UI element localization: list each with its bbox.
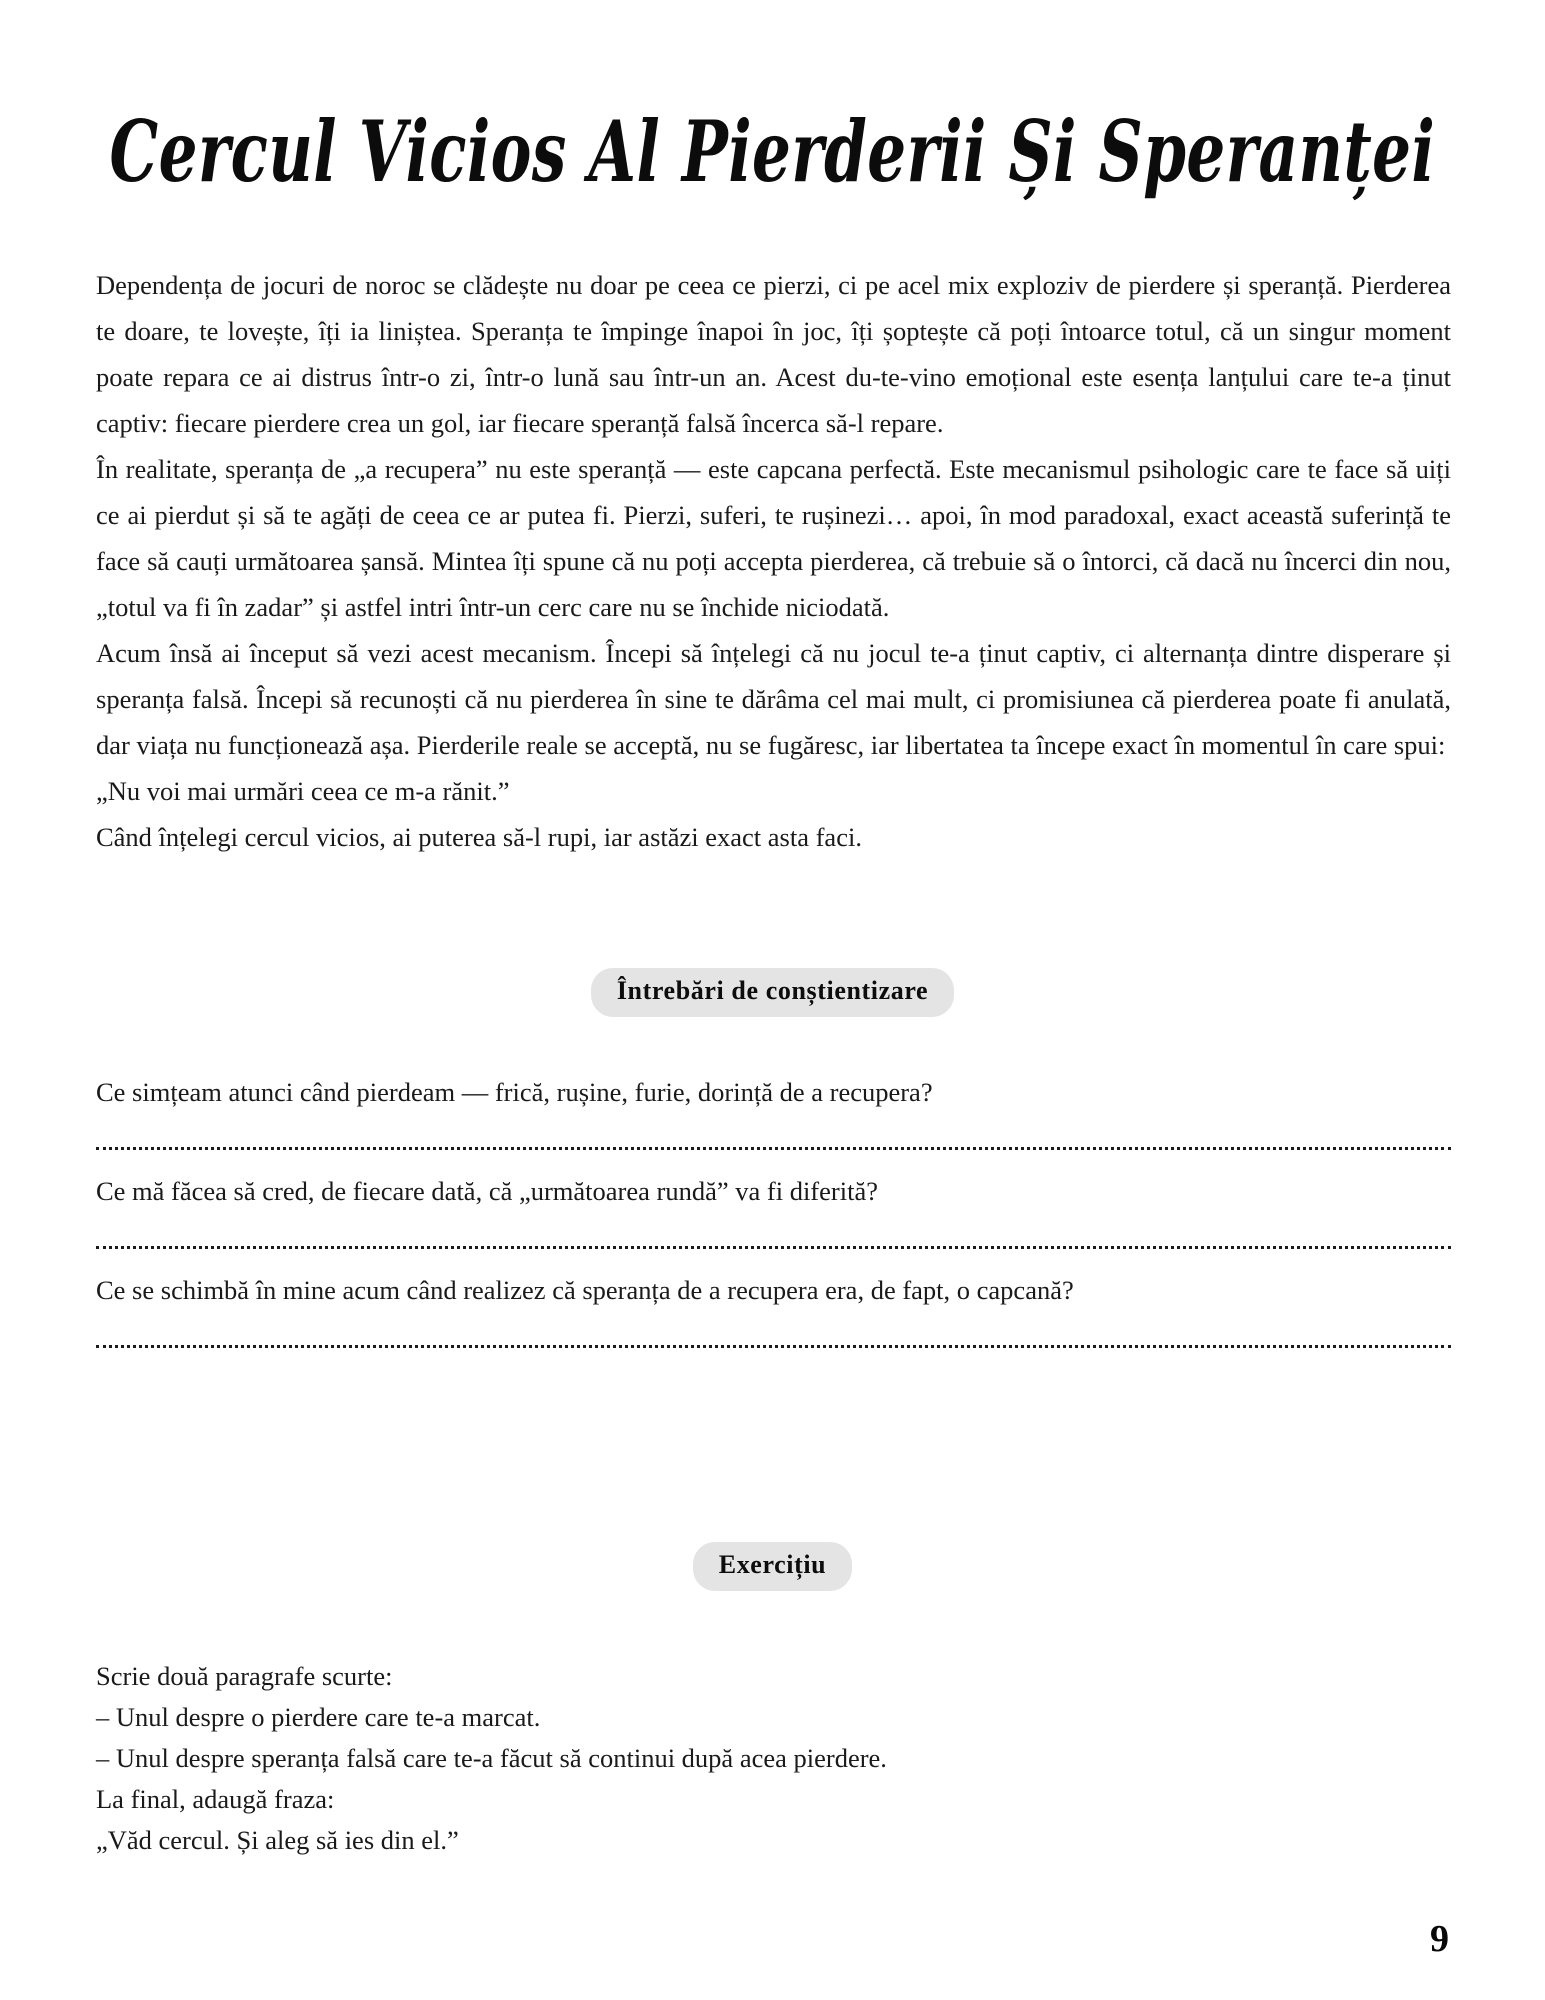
page-number: 9 [1430, 1918, 1449, 1960]
body-paragraph-closing: Când înțelegi cercul vicios, ai puterea să-l rupi, iar astăzi exact asta faci. [96, 822, 862, 852]
questions-list [96, 1075, 1451, 1372]
answer-line[interactable] [96, 1147, 1451, 1150]
answer-line[interactable] [96, 1246, 1451, 1249]
exercise-section-badge: Exercițiu [693, 1542, 852, 1591]
page-title: Cercul Vicios Al Pierderii Și Speranței [109, 102, 1436, 202]
question-item [96, 1273, 1451, 1348]
exercise-instructions [96, 1656, 1451, 1861]
question-text: Ce simțeam atunci când pierdeam — frică, rușine, furie, dorință de a recupera? [96, 1077, 933, 1107]
exercise-line: – Unul despre speranța falsă care te-a făcut să continui după acea pierdere. [96, 1743, 887, 1773]
body-paragraph: Acum însă ai început să vezi acest mecanism. Începi să înțelegi că nu jocul te-a ținut captiv, ci alternanța dintre disperare și speranța falsă. Începi să recunoști că nu pierderea în sine te dărâma cel mai mult, ci promisiunea că pierderea poate fi anulată, dar viața nu funcționează așa. Pierderile reale se acceptă, nu se fugăresc, iar libertatea ta începe exact în momentul în care spui: [96, 638, 1451, 760]
question-text: Ce mă făcea să cred, de fiecare dată, că „următoarea rundă” va fi diferită? [96, 1176, 878, 1206]
questions-badge-row [0, 968, 1545, 1017]
answer-line[interactable] [96, 1345, 1451, 1348]
exercise-line: – Unul despre o pierdere care te-a marcat. [96, 1702, 541, 1732]
question-item [96, 1075, 1451, 1150]
exercise-line: Scrie două paragrafe scurte: [96, 1661, 393, 1691]
questions-section-badge: Întrebări de conștientizare [591, 968, 954, 1017]
question-text: Ce se schimbă în mine acum când realizez că speranța de a recupera era, de fapt, o capcană? [96, 1275, 1074, 1305]
exercise-line: La final, adaugă fraza: [96, 1784, 335, 1814]
exercise-line: „Văd cercul. Și aleg să ies din el.” [96, 1825, 459, 1855]
page-title-container [0, 64, 1545, 216]
exercise-badge-row [0, 1542, 1545, 1591]
question-item [96, 1174, 1451, 1249]
body-paragraph: Dependența de jocuri de noroc se clădește nu doar pe ceea ce pierzi, ci pe acel mix exploziv de pierdere și speranță. Pierderea te doare, te lovește, îți ia liniștea. Speranța te împinge înapoi în joc, îți șoptește că poți întoarce totul, că un singur moment poate repara ce ai distrus într-o zi, într-o lună sau într-un an. Acest du-te-vino emoțional este esența lanțului care te-a ținut captiv: fiecare pierdere crea un gol, iar fiecare speranță falsă încerca să-l repare. [96, 270, 1451, 438]
body-paragraph-quote: „Nu voi mai urmări ceea ce m-a rănit.” [96, 776, 510, 806]
body-text-block [96, 262, 1451, 860]
body-paragraph: În realitate, speranța de „a recupera” nu este speranță — este capcana perfectă. Este mecanismul psihologic care te face să uiți ce ai pierdut și să te agăți de ceea ce ar putea fi. Pierzi, suferi, te rușinezi… apoi, în mod paradoxal, exact această suferință te face să cauți următoarea șansă. Mintea îți spune că nu poți accepta pierderea, că trebuie să o întorci, că dacă nu încerci din nou, „totul va fi în zadar” și astfel intri într-un cerc care nu se închide niciodată. [96, 454, 1451, 622]
